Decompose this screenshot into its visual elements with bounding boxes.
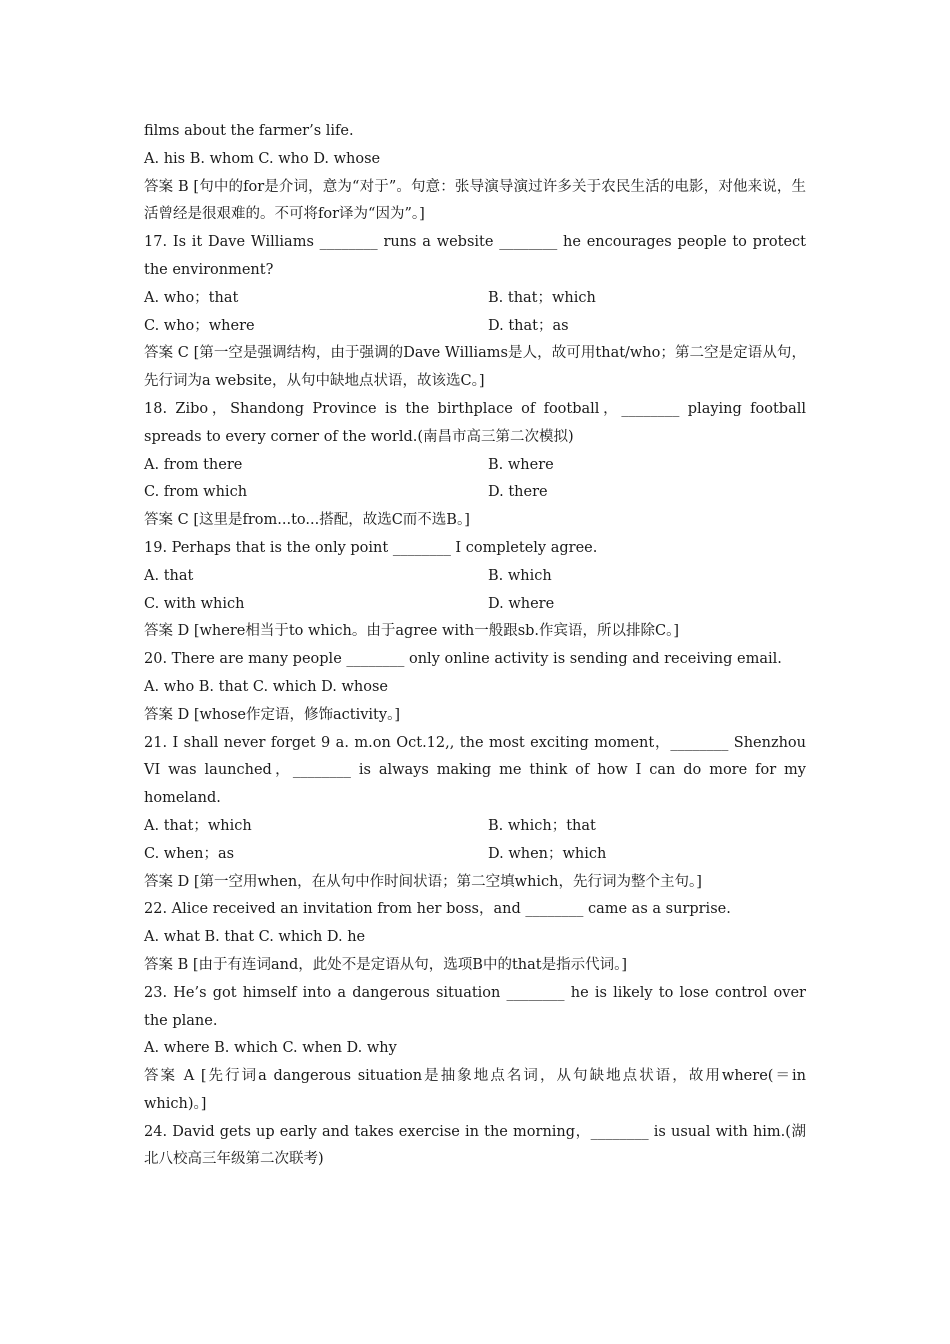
question-16-options: A. his B. whom C. who D. whose (144, 150, 381, 167)
question-18-options-row-1 (144, 452, 806, 480)
question-18-stem: 18. Zibo，Shandong Province is the birthplace of football，________ playing football spreads to every corner of the world.(南昌市高三第二次模拟) (144, 400, 806, 445)
question-19-option-d: D. where (488, 595, 555, 612)
question-17-option-a: A. who；that (144, 289, 239, 306)
question-19-stem: 19. Perhaps that is the only point ________ I completely agree. (144, 539, 598, 556)
question-21-option-a: A. that；which (144, 817, 252, 834)
question-17-option-c: C. who；where (144, 317, 255, 334)
question-20-options: A. who B. that C. which D. whose (144, 678, 388, 695)
question-21-option-b: B. which；that (488, 817, 596, 834)
question-21-options-row-1 (144, 813, 806, 841)
question-19-option-c: C. with which (144, 595, 245, 612)
question-22-stem: 22. Alice received an invitation from her boss，and ________ came as a surprise. (144, 901, 731, 918)
question-20-stem: 20. There are many people ________ only online activity is sending and receiving email. (144, 651, 782, 668)
question-16-stem-end: films about the farmer’s life. (144, 123, 354, 139)
question-22-options: A. what B. that C. which D. he (144, 929, 366, 946)
question-17-stem: 17. Is it Dave Williams ________ runs a website ________ he encourages people to protect the environment? (144, 234, 806, 278)
question-18-option-a: A. from there (144, 456, 243, 473)
question-18-answer: 答案 C [这里是from...to...搭配，故选C而不选B。] (144, 512, 470, 529)
question-17-answer: 答案 C [第一空是强调结构，由于强调的Dave Williams是人，故可用that/who；第二空是定语从句，先行词为a website，从句中缺地点状语，故该选C。] (144, 345, 806, 390)
question-17-options-row-2 (144, 313, 806, 341)
question-22-answer: 答案 B [由于有连词and，此处不是定语从句，选项B中的that是指示代词。] (144, 956, 627, 973)
question-23-options: A. where B. which C. when D. why (144, 1040, 397, 1057)
question-19-option-b: B. which (488, 567, 552, 584)
question-19-answer: 答案 D [where相当于to which。由于agree with一般跟sb.作宾语，所以排除C。] (144, 623, 680, 640)
question-19-option-a: A. that (144, 567, 194, 584)
question-21-options-row-2 (144, 841, 806, 869)
question-21-stem: 21. I shall never forget 9 a. m.on Oct.12,, the most exciting moment，________ Shenzhou VI was launched，________ is always making me think of how I can do more for my homeland. (144, 734, 806, 807)
question-18-options-row-2 (144, 479, 806, 507)
question-18-option-d: D. there (488, 484, 548, 501)
question-18-option-b: B. where (488, 456, 554, 473)
question-21-option-c: C. when；as (144, 845, 235, 862)
question-24-stem: 24. David gets up early and takes exercise in the morning，________ is usual with him.(湖北八校高三年级第二次联考) (144, 1123, 806, 1168)
document-page (144, 118, 806, 1174)
question-17-option-b: B. that；which (488, 289, 596, 306)
question-23-stem: 23. He’s got himself into a dangerous situation ________ he is likely to lose control over the plane. (144, 984, 806, 1029)
question-17-option-d: D. that；as (488, 317, 569, 334)
question-19-options-row-1 (144, 563, 806, 591)
question-21-answer: 答案 D [第一空用when，在从句中作时间状语；第二空填which，先行词为整个主句。] (144, 873, 702, 890)
question-23-answer: 答案 A [先行词a dangerous situation是抽象地点名词，从句缺地点状语，故用where(＝in which)。] (144, 1068, 806, 1112)
question-21-option-d: D. when；which (488, 845, 607, 862)
question-20-answer: 答案 D [whose作定语，修饰activity。] (144, 706, 400, 723)
question-18-option-c: C. from which (144, 484, 248, 501)
question-16-answer: 答案 B [句中的for是介词，意为“对于”。句意：张导演导演过许多关于农民生活的电影，对他来说，生活曾经是很艰难的。不可将for译为“因为”。] (144, 178, 806, 223)
question-17-options-row-1 (144, 285, 806, 313)
question-19-options-row-2 (144, 591, 806, 619)
